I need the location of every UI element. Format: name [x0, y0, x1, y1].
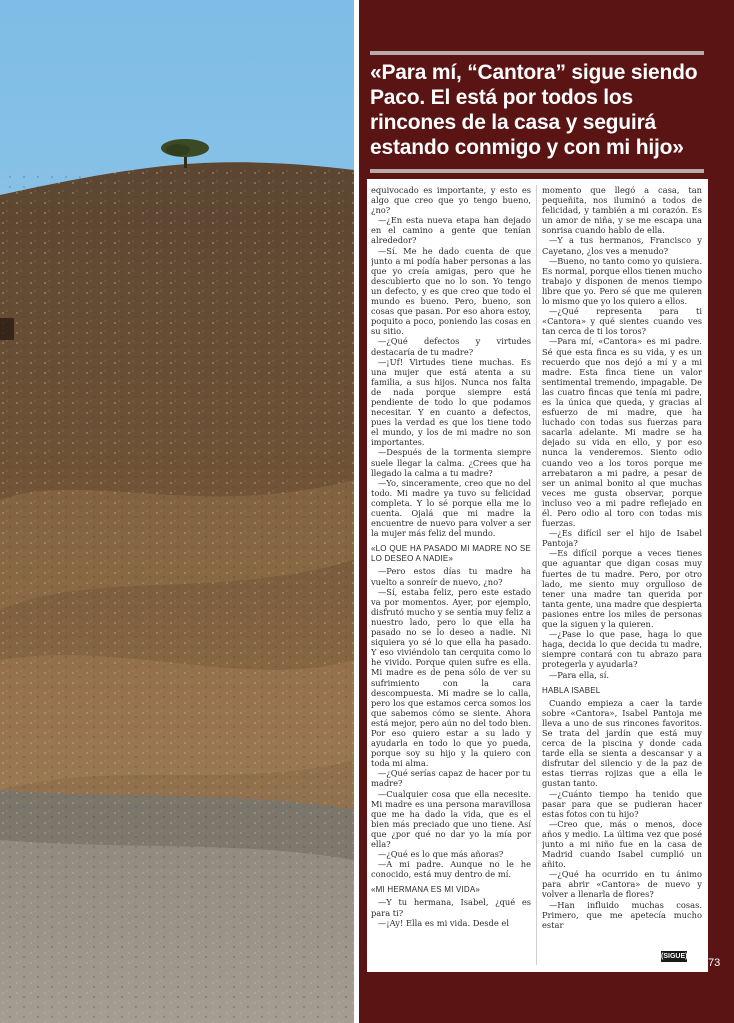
paragraph: —¿En esta nueva etapa han dejado en el camino a gente que tenían alrededor? — [371, 215, 531, 246]
paragraph: —Y a tus hermanos, Francisco y Cayetano, ¿los ves a menudo? — [542, 235, 702, 256]
paragraph: —Sí. Me he dado cuenta de que junto a mi podía haber personas a las que yo creía amigas, pero que he descubierto que no lo son. Yo tengo un defecto, y es que creo que todo el mundo es bueno. Pero, bueno, son cosas que pasan. Por eso ahora estoy, poquito a poco, poniendo las cosas en su sitio. — [371, 245, 531, 337]
headline-rule-bottom — [370, 169, 704, 173]
paragraph: —Después de la tormenta siempre suele llegar la calma. ¿Crees que ha llegado la calma a tu madre? — [371, 447, 531, 478]
paragraph: —Han influido muchas cosas. Primero, que me apetecía mucho estar — [542, 899, 702, 930]
paragraph: —¿Pase lo que pase, haga lo que haga, decida lo que decida tu madre, siempre contará con tu abrazo para protegerla y ayudarla? — [542, 629, 702, 670]
text-column-right — [542, 185, 702, 971]
paragraph: —Es difícil porque a veces tienes que aguantar que digan cosas muy fuertes de tu madre. Pero, por otro lado, me siento muy orgulloso de tener una madre tan querida por tanta gente, una madre que despierta pasiones entre los miles de personas que la siguen y la quieren. — [542, 548, 702, 630]
paragraph: —¿Qué serías capaz de hacer por tu madre? — [371, 768, 531, 789]
subheading: HABLA ISABEL — [542, 685, 601, 695]
column-divider — [536, 185, 537, 965]
paragraph: —Sí, estaba feliz, pero este estado va por momentos. Ayer, por ejemplo, disfrutó mucho y se sentía muy feliz a nuestro lado, pero lo que ella ha pasado no se lo deseo a nadie. Ni siquiera yo sé lo que ella ha pasado. Y eso viviéndolo tan cerquita como lo he vivido. Porque quien sufre es ella. Mi madre es de pena sólo de ver su sufrimiento con la cara descompuesta. Mi madre se lo calla, pero los que estamos cerca somos los que sabemos cómo se siente. Ahora está mejor, pero aún no del todo bien. Por eso quiero estar a su lado y ayudarla en todo lo que yo pueda, porque soy su hijo y la quiero con toda mi alma. — [371, 586, 531, 769]
paragraph: —Para mí, «Cantora» es mi padre. Sé que esta finca es su vida, y es un recuerdo que nos dejó a mí y a mi madre. Esta finca tiene un valor sentimental tremendo, impagable. De las cuatro fincas que tenía mi padre, es la única que queda, y gracias al esfuerzo de mi madre, que ha luchado con todas sus fuerzas para sacarla adelante. Mi madre se ha dejado su vida en ello, y por eso nunca la venderemos. Siento odio cuando veo a los toros porque me arrebataron a mi padre, a pesar de ser un animal bonito al que muchas veces me gusta observar, porque incluso veo a mi padre reflejado en él. Pero odio al toro con todas mis fuerzas. — [542, 336, 702, 529]
subheading: «LO QUE HA PASADO MI MADRE NO SE LO DESEO A NADIE» — [371, 544, 531, 564]
headline-rule-top — [370, 51, 704, 55]
paragraph: —Pero estos días tu madre ha vuelto a sonreír de nuevo, ¿no? — [371, 566, 531, 587]
paragraph: —¿Qué defectos y virtudes destacaría de tu madre? — [371, 336, 531, 357]
paragraph: —¡Uf! Virtudes tiene muchas. Es una mujer que está atenta a su familia, a sus hijos. Nunca nos falta de nada porque siempre está pendiente de todo lo que podamos necesitar. Y en cuanto a defectos, pues la verdad es que los tiene todo el mundo, y los de mi madre no son importantes. — [371, 356, 531, 448]
paragraph: —¿Qué representa para ti «Cantora» y qué sientes cuando ves tan cerca de ti los toros? — [542, 306, 702, 337]
paragraph: —¿Es difícil ser el hijo de Isabel Pantoja? — [542, 528, 702, 549]
paragraph: —Yo, sinceramente, creo que no del todo. Mi madre ya tuvo su felicidad completa. Y lo sé porque ella me lo cuenta. Ojalá que mi madre la encuentre de nuevo para volver a ser la mujer más feliz del mundo. — [371, 477, 531, 539]
paragraph: —¿Cuánto tiempo ha tenido que pasar para que se pudieran hacer estas fotos con tu hijo? — [542, 788, 702, 819]
paragraph: momento que llegó a casa, tan pequeñita, nos iluminó a todos de felicidad, y también a mi corazón. Es un amor de niña, y se me escapa una sonrisa cuando hablo de ella. — [542, 185, 702, 236]
paragraph: Cuando empieza a caer la tarde sobre «Cantora», Isabel Pantoja me lleva a uno de sus rincones favoritos. Se trata del jardín que está muy cerca de la piscina y donde cada tarde ella se sienta a descansar y a disfrutar del silencio y de la paz de estas tierras rojizas que a ella le gustan tanto. — [542, 697, 702, 789]
paragraph: —¡Ay! Ella es mi vida. Desde el — [378, 917, 509, 928]
landscape-photo — [0, 0, 354, 1023]
continue-marker: (SIGUE) — [661, 953, 688, 960]
article-body — [367, 179, 708, 972]
paragraph: —Creo que, más o menos, doce años y medio. La última vez que posé junto a mi niño fue en la casa de Madrid cuando Isabel cumplió un añito. — [542, 818, 702, 870]
page-number: 73 — [708, 957, 721, 969]
paragraph: —Para ella, sí. — [549, 669, 609, 680]
headline-quote: «Para mí, “Cantora” sigue siendo Paco. El está por todos los rincones de la casa y seguirá estando conmigo y con mi hijo» — [370, 61, 698, 159]
subheading: «MI HERMANA ES MI VIDA» — [371, 885, 481, 895]
paragraph: —¿Qué es lo que más añoras? — [378, 849, 504, 860]
text-column-left — [371, 185, 531, 971]
paragraph: —¿Qué ha ocurrido en tu ánimo para abrir «Cantora» de nuevo y volver a llenarla de flores? — [542, 869, 702, 900]
paragraph: —Cualquier cosa que ella necesite. Mi madre es una persona maravillosa que me ha dado la vida, que es el bien más preciado que uno tiene. Así que ¿por qué no dar yo la mía por ella? — [371, 788, 531, 849]
paragraph: equivocado es importante, y esto es algo que creo que yo tengo bueno, ¿no? — [371, 185, 531, 216]
paragraph: —Bueno, no tanto como yo quisiera. Es normal, porque ellos tienen mucho trabajo y disponen de menos tiempo libre que yo. Pero sé que me quieren lo mismo que yo los quiero a ellos. — [542, 255, 702, 307]
paragraph: —Y tu hermana, Isabel, ¿qué es para ti? — [371, 897, 531, 918]
paragraph: —A mi padre. Aunque no le he conocido, está muy dentro de mí. — [371, 859, 531, 880]
